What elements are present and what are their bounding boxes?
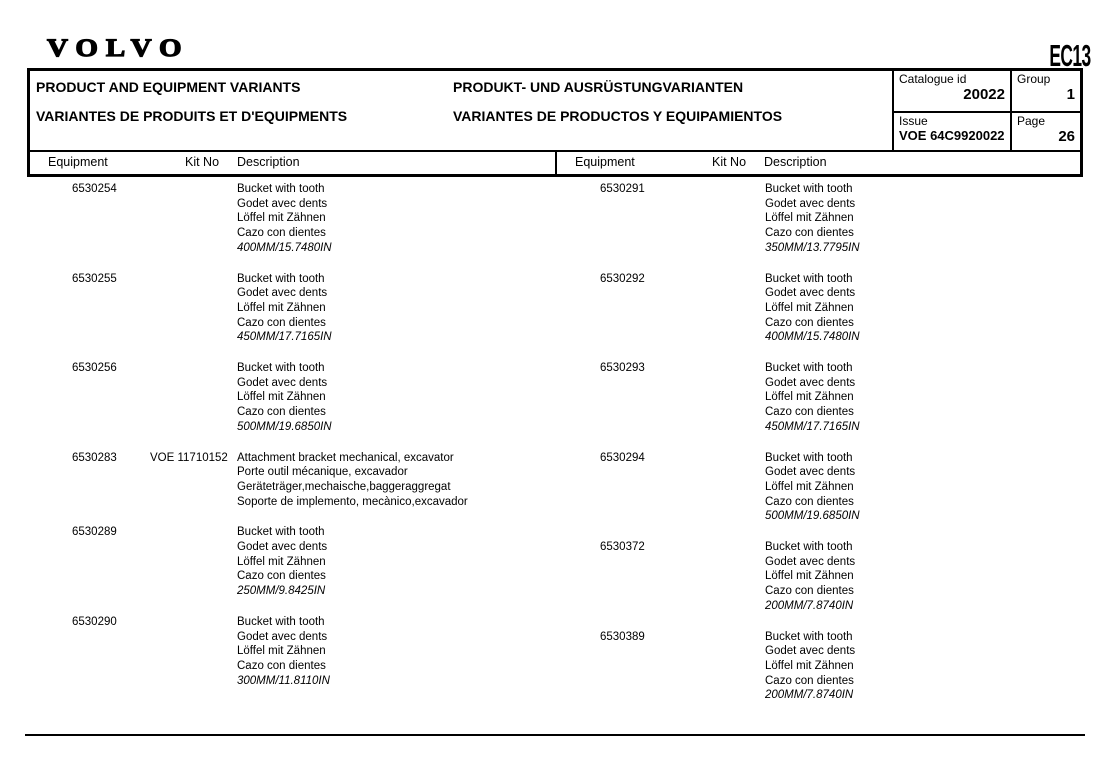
description-line: Cazo con dientes: [237, 227, 326, 240]
entry-description: [765, 361, 1083, 435]
equipment-number: 6530283: [72, 451, 117, 464]
equipment-number: 6530254: [72, 183, 117, 195]
description-line: Cazo con dientes: [765, 227, 854, 240]
description-line: Godet avec dents: [237, 541, 328, 554]
entry-description: [765, 451, 1083, 525]
description-line: Bucket with tooth: [237, 362, 325, 375]
description-line: Bucket with tooth: [765, 630, 853, 643]
group-label: Group: [1017, 72, 1051, 86]
description-line: Löffel mit Zähnen: [237, 555, 326, 568]
dimension-line: 200MM/7.8740IN: [765, 599, 854, 612]
description-line: Löffel mit Zähnen: [765, 301, 854, 314]
equipment-entry: [555, 451, 1083, 525]
description-line: Löffel mit Zähnen: [237, 301, 326, 314]
equipment-number: 6530255: [72, 272, 117, 285]
description-line: Löffel mit Zähnen: [237, 391, 326, 404]
description-line: Godet avec dents: [765, 376, 856, 389]
equipment-column-header: Equipment: [48, 155, 108, 169]
entry-description: [237, 272, 555, 346]
issue-cell: [894, 111, 1010, 151]
description-line: Löffel mit Zähnen: [765, 659, 854, 672]
description-line: Cazo con dientes: [237, 406, 326, 419]
catalogue-info-grid: [892, 71, 1080, 150]
description-line: Godet avec dents: [765, 287, 856, 300]
equipment-column-right: [555, 182, 1083, 719]
column-headers-right: [555, 152, 1080, 174]
entry-description: [237, 525, 555, 599]
description-column-header: Description: [764, 155, 827, 169]
title-german: PRODUKT- UND AUSRÜSTUNGVARIANTEN: [453, 79, 744, 95]
description-line: Cazo con dientes: [237, 316, 326, 329]
description-line: Löffel mit Zähnen: [765, 212, 854, 225]
model-code: EC13: [1049, 38, 1091, 73]
description-line: Löffel mit Zähnen: [765, 480, 854, 493]
description-column-header: Description: [237, 155, 300, 169]
issue-value: VOE 64C9920022: [899, 127, 1005, 143]
description-line: Bucket with tooth: [765, 183, 853, 195]
description-line: Löffel mit Zähnen: [765, 391, 854, 404]
equipment-entry: [27, 451, 555, 510]
dimension-line: 250MM/9.8425IN: [237, 585, 326, 598]
equipment-entry: [555, 272, 1083, 346]
equipment-entry: [555, 361, 1083, 435]
description-line: Cazo con dientes: [765, 406, 854, 419]
description-line: Godet avec dents: [765, 197, 856, 210]
description-line: Godet avec dents: [237, 197, 328, 210]
equipment-entry: [27, 182, 555, 256]
description-line: Cazo con dientes: [237, 659, 326, 672]
column-header-band: [30, 150, 1080, 174]
page-cell: [1010, 111, 1080, 151]
page-value: 26: [1058, 127, 1075, 145]
description-line: Godet avec dents: [237, 376, 328, 389]
description-line: Cazo con dientes: [237, 570, 326, 583]
header-title-area: [30, 71, 1080, 150]
dimension-line: 300MM/11.8110IN: [237, 674, 330, 687]
group-value: 1: [1066, 86, 1075, 103]
entry-description: [237, 361, 555, 435]
description-line: Bucket with tooth: [765, 451, 853, 464]
description-line: Godet avec dents: [765, 645, 856, 658]
column-headers-left: [30, 152, 555, 174]
dimension-line: 200MM/7.8740IN: [765, 689, 854, 702]
group-cell: [1010, 71, 1080, 111]
description-line: Godet avec dents: [765, 555, 856, 568]
description-line: Soporte de implemento, mecànico,excavador: [237, 495, 468, 508]
equipment-column-header: Equipment: [575, 155, 635, 169]
equipment-number: 6530290: [72, 615, 117, 628]
equipment-number: 6530289: [72, 526, 117, 539]
issue-label: Issue: [899, 113, 928, 128]
entry-description: [237, 615, 555, 689]
dimension-line: 400MM/15.7480IN: [237, 241, 332, 254]
description-line: Godet avec dents: [237, 287, 328, 300]
entry-description: [237, 182, 555, 256]
equipment-entry: [27, 361, 555, 435]
dimension-line: 500MM/19.6850IN: [237, 420, 332, 433]
equipment-number: 6530294: [600, 451, 645, 464]
equipment-entry: [555, 182, 1083, 256]
description-line: Cazo con dientes: [765, 674, 854, 687]
equipment-entry: [555, 540, 1083, 614]
equipment-entry: [555, 630, 1083, 704]
description-line: Porte outil mécanique, excavador: [237, 466, 408, 479]
dimension-line: 450MM/17.7165IN: [237, 331, 332, 344]
description-line: Bucket with tooth: [237, 526, 325, 539]
description-line: Cazo con dientes: [765, 316, 854, 329]
description-line: Löffel mit Zähnen: [237, 212, 326, 225]
dimension-line: 450MM/17.7165IN: [765, 420, 860, 433]
kit-no-column-header: Kit No: [712, 155, 747, 169]
title-spanish: VARIANTES DE PRODUCTOS Y EQUIPAMIENTOS: [453, 108, 783, 124]
description-line: Bucket with tooth: [237, 183, 325, 195]
header-box: [27, 68, 1083, 177]
catalogue-id-label: Catalogue id: [899, 72, 967, 86]
equipment-column-left: [27, 182, 555, 704]
entry-description: [237, 451, 555, 510]
equipment-entry: [27, 615, 555, 689]
equipment-entry: [27, 525, 555, 599]
catalogue-id-value: 20022: [963, 86, 1005, 103]
description-line: Attachment bracket mechanical, excavator: [237, 451, 454, 464]
kit-no-column-header: Kit No: [185, 155, 220, 169]
description-line: Bucket with tooth: [765, 362, 853, 375]
page-bottom-rule: [25, 734, 1085, 736]
description-line: Geräteträger,mechaische,baggeraggregat: [237, 480, 451, 493]
dimension-line: 500MM/19.6850IN: [765, 510, 860, 523]
description-line: Cazo con dientes: [765, 495, 854, 508]
title-french: VARIANTES DE PRODUITS ET D'EQUIPMENTS: [36, 108, 348, 124]
title-english: PRODUCT AND EQUIPMENT VARIANTS: [36, 79, 301, 95]
equipment-number: 6530293: [600, 362, 645, 375]
equipment-entry: [27, 272, 555, 346]
description-line: Löffel mit Zähnen: [765, 570, 854, 583]
kit-number: VOE 11710152: [150, 451, 228, 464]
description-line: Godet avec dents: [237, 630, 328, 643]
description-line: Bucket with tooth: [765, 272, 853, 285]
equipment-number: 6530291: [600, 183, 645, 195]
dimension-line: 350MM/13.7795IN: [765, 241, 860, 254]
header-titles: [30, 71, 892, 150]
entry-description: [765, 272, 1083, 346]
equipment-number: 6530292: [600, 272, 645, 285]
entry-description: [765, 630, 1083, 704]
entry-description: [765, 182, 1083, 256]
volvo-logo: VOLVO: [47, 34, 190, 63]
description-line: Cazo con dientes: [765, 585, 854, 598]
description-line: Godet avec dents: [765, 466, 856, 479]
dimension-line: 400MM/15.7480IN: [765, 331, 860, 344]
equipment-number: 6530372: [600, 541, 645, 554]
equipment-number: 6530389: [600, 630, 645, 643]
equipment-number: 6530256: [72, 362, 117, 375]
description-line: Bucket with tooth: [237, 272, 325, 285]
catalogue-id-cell: [894, 71, 1010, 111]
description-line: Bucket with tooth: [765, 541, 853, 554]
description-line: Löffel mit Zähnen: [237, 645, 326, 658]
description-line: Bucket with tooth: [237, 615, 325, 628]
entry-description: [765, 540, 1083, 614]
page-label: Page: [1017, 113, 1046, 128]
